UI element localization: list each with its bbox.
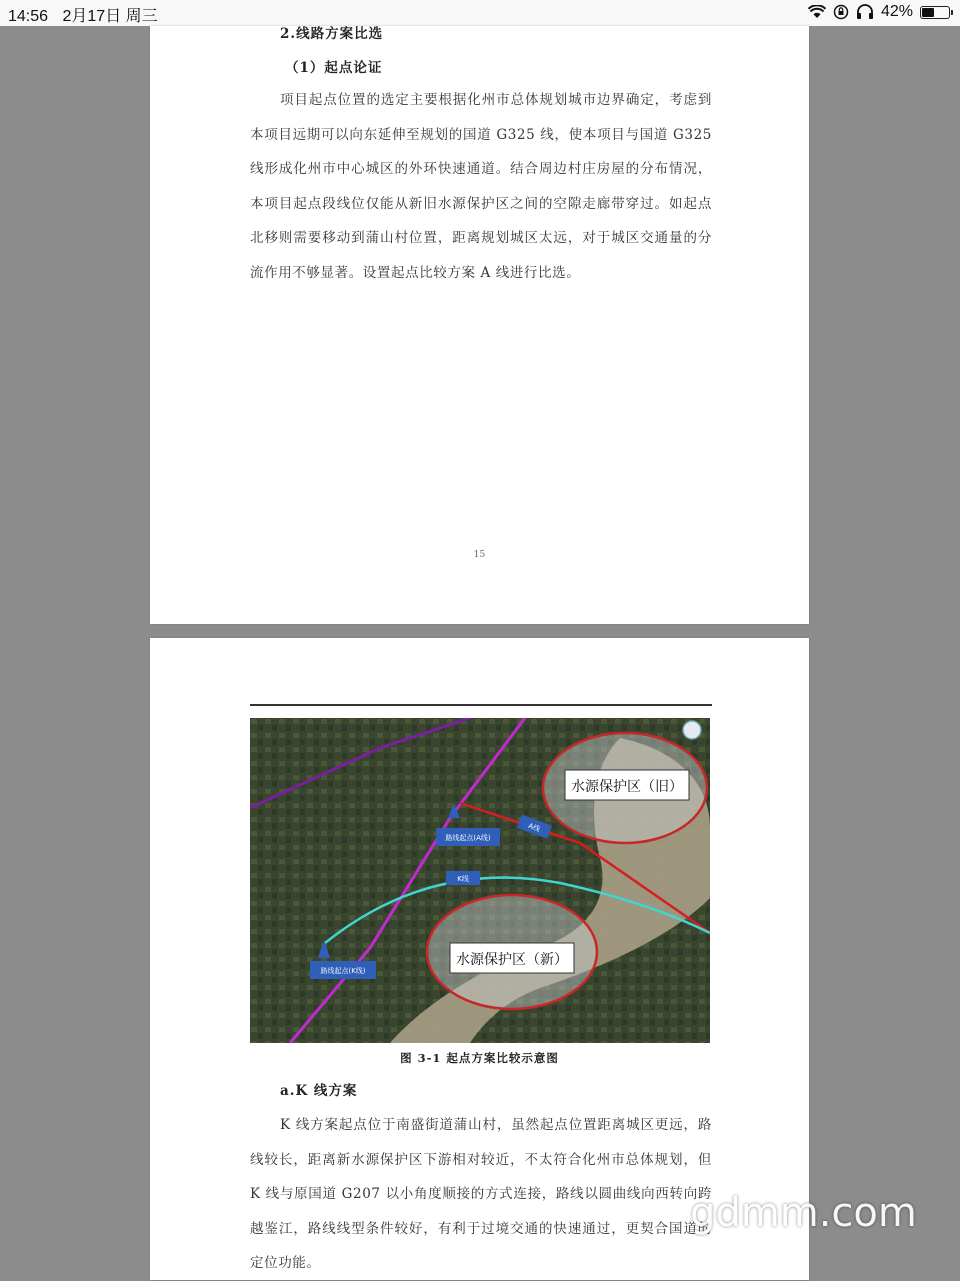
- svg-text:路线起点(A线): 路线起点(A线): [445, 834, 491, 842]
- new-zone-label: [450, 943, 574, 973]
- orientation-lock-icon: [833, 4, 849, 20]
- compass-icon: [683, 721, 701, 739]
- battery-icon: [920, 6, 950, 19]
- document-page-16: [150, 638, 809, 1280]
- status-bar: [0, 0, 960, 26]
- svg-text:路线起点(K线): 路线起点(K线): [320, 967, 366, 975]
- battery-percent: 42%: [880, 3, 913, 20]
- section-title: 2.线路方案比选: [280, 26, 384, 42]
- status-date: 2月17日 周三: [62, 8, 158, 25]
- svg-text:水源保护区（旧）: 水源保护区（旧）: [571, 779, 683, 795]
- figure-caption: 图 3-1 起点方案比较示意图: [400, 1051, 559, 1065]
- header-rule: [250, 704, 712, 706]
- body-paragraph: 项目起点位置的选定主要根据化州市总体规划城市边界确定，考虑到本项目远期可以向东延伸至规划的国道 G325 线，使本项目与国道 G325 线形成化州市中心城区的外环快速通道。结合周边村庄房屋的分布情况，本项目起点段线位仅能从新旧水源保护区之间的空隙走廊带穿过。如起点北移则需要移动到蒲山村位置，距离规划城区太远，对于城区交通量的分流作用不够显著。设置起点比较方案 A 线进行比选。: [250, 92, 712, 281]
- subsection-title: （1）起点论证: [285, 60, 383, 76]
- wifi-icon: [808, 5, 826, 19]
- svg-text:水源保护区（新）: 水源保护区（新）: [456, 952, 568, 968]
- old-zone-label: [565, 770, 689, 800]
- svg-text:K线: K线: [457, 875, 469, 883]
- k-line-tag: [446, 871, 480, 885]
- subsection-title-k-line: a.K 线方案: [280, 1083, 358, 1099]
- route-comparison-map: [250, 718, 710, 1043]
- document-page-15: [150, 26, 809, 624]
- svg-text:A线: A线: [527, 821, 541, 834]
- headphones-icon: [856, 4, 874, 20]
- battery-fill: [922, 8, 934, 17]
- body-paragraph-k-line: K 线方案起点位于南盛街道蒲山村，虽然起点位置距离城区更远，路线较长，距离新水源保护区下游相对较近，不太符合化州市总体规划，但 K 线与原国道 G207 以小角度顺接的方式连接，路线以圆曲线向西转向跨越鉴江，路线线型条件较好，有利于过境交通的快速通过，更契合国道的定位功能。: [250, 1117, 712, 1271]
- page-number: 15: [473, 550, 486, 560]
- watermark: gdmm.com: [690, 1190, 917, 1236]
- status-time: 14:56: [8, 8, 49, 25]
